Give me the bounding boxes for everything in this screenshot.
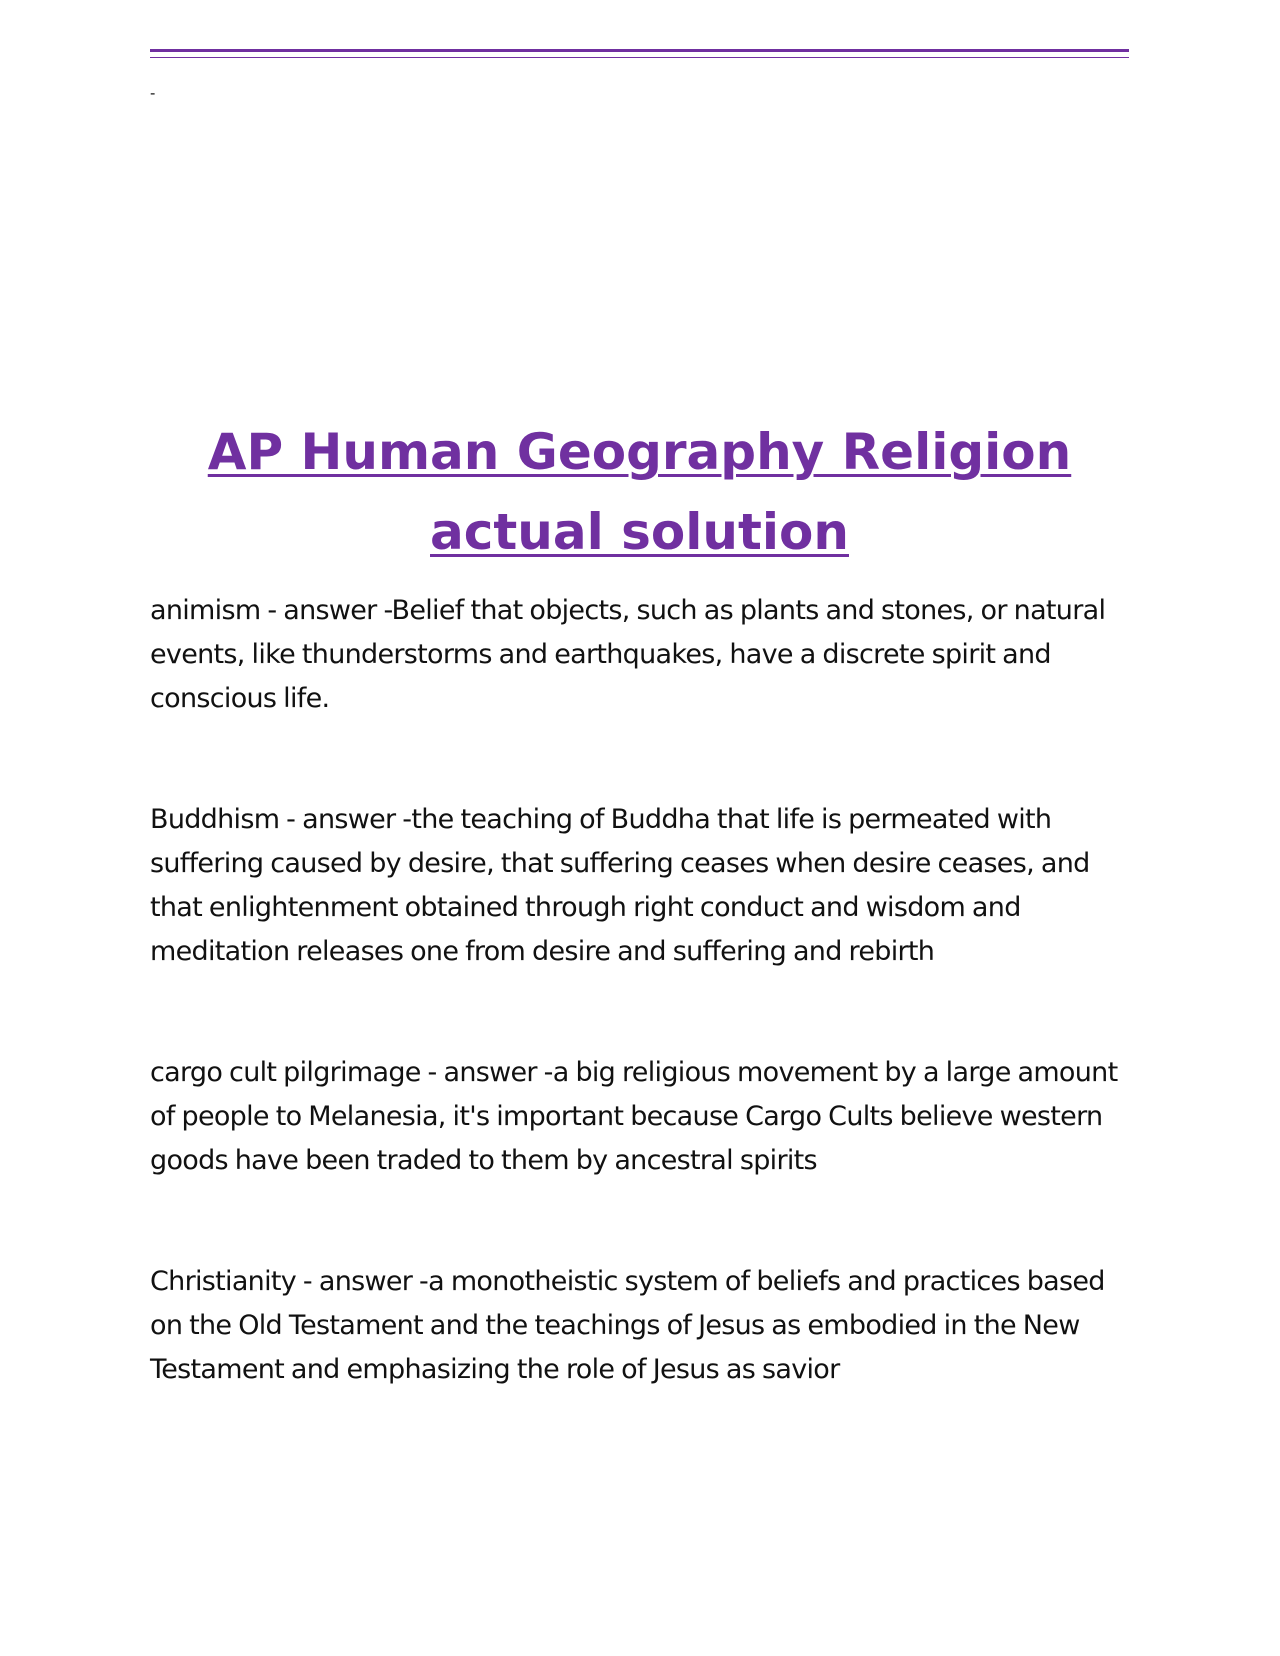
entry-list [150,589,1135,1469]
title-line-2: actual solution [430,503,849,561]
entry-christianity: Christianity - answer -a monotheistic system of beliefs and practices based on the Old Testament and the teachings of Jesus as embodied in the New Testament and emphasizing the role of Jesus as savior [150,1266,1105,1385]
title-line-1: AP Human Geography Religion [207,423,1072,481]
entry-animism: animism - answer -Belief that objects, such as plants and stones, or natural events, like thunderstorms and earthquakes, have a discrete spirit and conscious life. [150,595,1106,714]
header-dash: - [150,85,156,102]
entry-cargo-cult-pilgrimage: cargo cult pilgrimage - answer -a big religious movement by a large amount of people to Melanesia, it's important because Cargo Cults believe western goods have been traded to them by ancestral spirits [150,1057,1118,1176]
header-rule-thick [150,49,1129,52]
document-title [150,412,1129,572]
entry-buddhism: Buddhism - answer -the teaching of Buddha that life is permeated with suffering caused by desire, that suffering ceases when desire ceases, and that enlightenment obtained through right conduct and wisdom and meditation releases one from desire and suffering and rebirth [150,804,1090,967]
header-rule-thin [150,57,1129,58]
